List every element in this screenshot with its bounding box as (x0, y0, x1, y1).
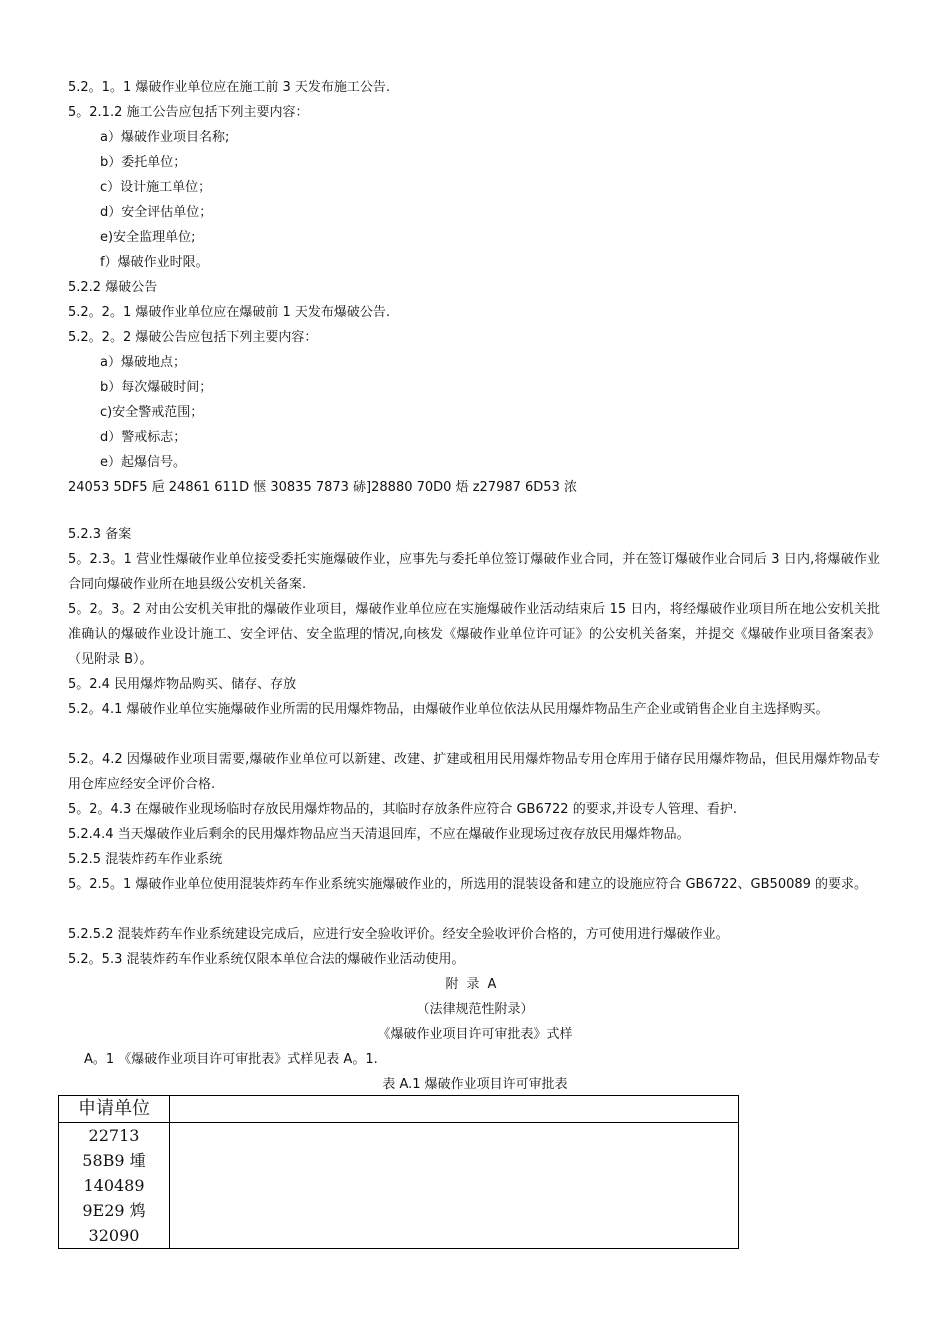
section-heading: 5。2.4 民用爆炸物品购买、储存、存放 (68, 677, 297, 692)
appendix-title: 附录A (445, 977, 505, 992)
list-item: e）起爆信号。 (100, 455, 186, 470)
list-item: a）爆破地点； (100, 355, 186, 370)
paragraph: 5.2.5.2 混装炸药车作业系统建设完成后，应进行安全验收评价。经安全验收评价合格的，方可使用进行爆破作业。 (68, 927, 729, 942)
cell-text: 58B9 堹 (82, 1151, 146, 1170)
form-title: 《爆破作业项目许可审批表》式样 (377, 1027, 573, 1042)
list-item: b）委托单位； (100, 155, 187, 170)
section-heading: 5.2.3 备案 (68, 527, 132, 542)
list-item: f）爆破作业时限。 (100, 255, 209, 270)
section-heading: 5.2.5 混装炸药车作业系统 (68, 852, 223, 867)
paragraph: 5。2.5。1 爆破作业单位使用混装炸药车作业系统实施爆破作业的，所选用的混装设备和建立的设施应符合 GB6722、GB50089 的要求。 (68, 877, 868, 892)
paragraph: 5.2。4.1 爆破作业单位实施爆破作业所需的民用爆炸物品，由爆破作业单位依法从民用爆炸物品生产企业或销售企业自主选择购买。 (68, 702, 829, 717)
text-line: 5.2。2。2 爆破公告应包括下列主要内容： (68, 330, 318, 345)
table-caption: 表 A.1 爆破作业项目许可审批表 (382, 1077, 568, 1092)
applicant-label: 申请单位 (78, 1098, 150, 1119)
appendix-subtitle: （法律规范性附录） (416, 1002, 534, 1017)
appendix-note: A。1 《爆破作业项目许可审批表》式样见表 A。1. (84, 1052, 378, 1067)
paragraph: 5。2。4.3 在爆破作业现场临时存放民用爆炸物品的，其临时存放条件应符合 GB6722 的要求,并设专人管理、看护. (68, 802, 737, 817)
table-row (59, 1123, 739, 1249)
paragraph: 5.2.4.4 当天爆破作业后剩余的民用爆炸物品应当天清退回库，不应在爆破作业现场过夜存放民用爆炸物品。 (68, 827, 690, 842)
list-item: c）设计施工单位； (100, 180, 212, 195)
text-line: 5.2。1。1 爆破作业单位应在施工前 3 天发布施工公告. (68, 80, 391, 95)
text-line: 5。2.1.2 施工公告应包括下列主要内容： (68, 105, 309, 120)
cell-text: 32090 (88, 1226, 140, 1245)
list-item: c)安全警戒范围； (100, 405, 204, 420)
garbled-text-line: 24053 5DF5 巵 24861 611D 惬 30835 7873 硳]28880 70D0 焐 z27987 6D53 浓 (68, 480, 577, 495)
table-cell (59, 1096, 170, 1123)
paragraph: 5。2.3。1 营业性爆破作业单位接受委托实施爆破作业，应事先与委托单位签订爆破作业合同，并在签订爆破作业合同后 3 日内,将爆破作业合同向爆破作业所在地县级公安机关备案. (68, 552, 880, 592)
paragraph: 5。2。3。2 对由公安机关审批的爆破作业项目，爆破作业单位应在实施爆破作业活动结束后 15 日内，将经爆破作业项目所在地公安机关批准确认的爆破作业设计施工、安全评估、安全监理的情况,向核发《爆破作业单位许可证》的公安机关备案，并提交《爆破作业项目备案表》（见附录 B）。 (68, 602, 880, 667)
approval-table (58, 1095, 739, 1249)
paragraph: 5.2。4.2 因爆破作业项目需要,爆破作业单位可以新建、改建、扩建或租用民用爆炸物品专用仓库用于储存民用爆炸物品，但民用爆炸物品专用仓库应经安全评价合格. (68, 752, 880, 792)
list-item: e)安全监理单位; (100, 230, 196, 245)
table-cell (59, 1123, 170, 1249)
text-line: 5.2。2。1 爆破作业单位应在爆破前 1 天发布爆破公告. (68, 305, 391, 320)
section-heading: 5.2.2 爆破公告 (68, 280, 158, 295)
cell-text: 140489 (83, 1176, 145, 1195)
value-cell[interactable] (170, 1123, 739, 1249)
list-item: a）爆破作业项目名称; (100, 130, 230, 145)
cell-text: 9E29 鸩 (82, 1201, 146, 1220)
list-item: b）每次爆破时间； (100, 380, 213, 395)
cell-text: 22713 (88, 1126, 140, 1145)
list-item: d）安全评估单位； (100, 205, 213, 220)
applicant-value-cell[interactable] (170, 1096, 739, 1123)
list-item: d）警戒标志； (100, 430, 187, 445)
paragraph: 5.2。5.3 混装炸药车作业系统仅限本单位合法的爆破作业活动使用。 (68, 952, 465, 967)
table-row (59, 1096, 739, 1123)
